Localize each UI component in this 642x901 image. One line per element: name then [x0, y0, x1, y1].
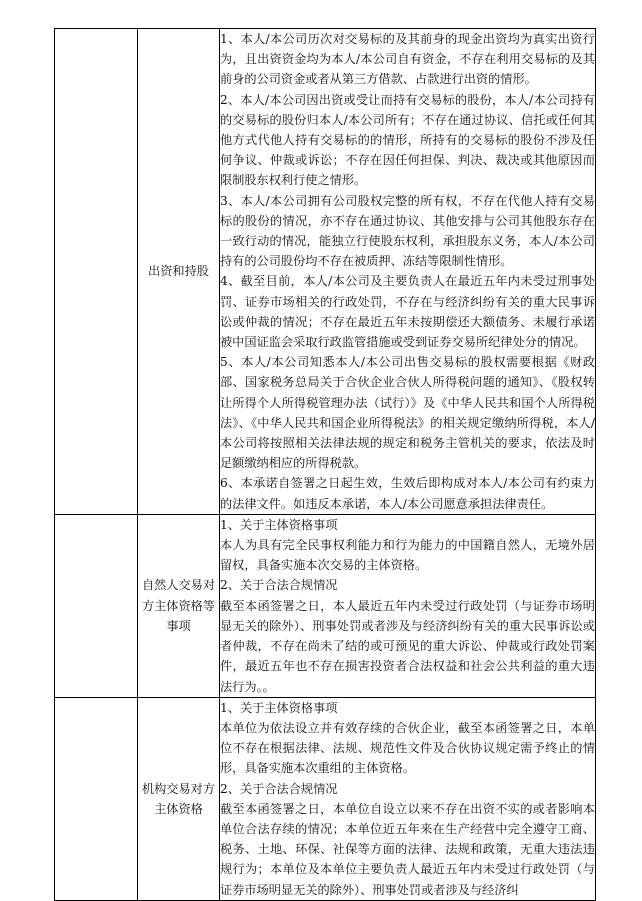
content-cell [220, 514, 596, 697]
paragraph: 3、本人/本公司拥有公司股权完整的所有权，不存在代他人持有交易标的股份的情况，亦不存在通过协议、其他安排与公司其他股东存在一致行动的情况，能独立行使股东权利，承担股东义务，本人/本公司持有的公司股份均不存在被质押、冻结等限制性情形。 [220, 193, 595, 269]
paragraph: 本单位为依法设立并有效存续的合伙企业，截至本函签署之日，本单位不存在根据法律、法规、规范性文件及合伙协议规定需予终止的情形，具备实施本次重组的主体资格。 [220, 720, 595, 776]
paragraph: 本人为具有完全民事权利能力和行为能力的中国籍自然人，无境外居留权，具备实施本次交易的主体资格。 [220, 538, 595, 573]
section-heading: 2、关于合法合规情况 [220, 578, 338, 593]
paragraph: 1、本人/本公司历次对交易标的及其前身的现金出资均为真实出资行为，且出资资金均为本人/本公司自有资金，不存在利用交易标的及其前身的公司资金或者从第三方借款、占款进行出资的情形。 [220, 32, 595, 87]
category-cell: 自然人交易对方主体资格等事项 [138, 514, 220, 697]
section-heading: 2、关于合法合规情况 [220, 781, 338, 796]
paragraph: 6、本承诺自签署之日起生效，生效后即构成对本人/本公司有约束力的法律文件。如违反本承诺，本人/本公司愿意承担法律责任。 [220, 476, 595, 511]
section-heading: 1、关于主体资格事项 [220, 700, 338, 715]
category-cell: 出资和持股 [138, 29, 220, 515]
paragraph: 2、本人/本公司因出资或受让而持有交易标的股份，本人/本公司持有的交易标的股份归本人/本公司所有；不存在通过协议、信托或任何其他方式代他人持有交易标的的情形，所持有的交易标的股份不涉及任何争议、仲裁或诉讼；不存在因任何担保、判决、裁决或其他原因而限制股东权利行使之情形。 [220, 92, 595, 188]
paragraph: 5、本人/本公司知悉本人/本公司出售交易标的股权需要根据《财政部、国家税务总局关于合伙企业合伙人所得税问题的通知》、《股权转让所得个人所得税管理办法（试行）》及《中华人民共和国个人所得税法》、《中华人民共和国企业所得税法》的相关规定缴纳所得税，本人/本公司将按照相关法律法规的规定和税务主管机关的要求，依法及时足额缴纳相应的所得税款。 [220, 355, 595, 471]
paragraph: 4、截至目前，本人/本公司及主要负责人在最近五年内未受过刑事处罚、证券市场相关的行政处罚，不存在与经济纠纷有关的重大民事诉讼或仲裁的情况；不存在最近五年未按期偿还大额债务、未履行承诺被中国证监会采取行政监管措施或受到证券交易所纪律处分的情况。 [220, 274, 595, 350]
category-cell: 机构交易对方主体资格 [138, 697, 220, 900]
content-cell [220, 29, 596, 515]
table-row [55, 697, 596, 900]
paragraph: 截至本函签署之日，本单位自设立以来不存在出资不实的或者影响本单位合法存续的情况；本单位近五年来在生产经营中完全遵守工商、税务、土地、环保、社保等方面的法律、法规和政策，无重大违法违规行为；本单位及本单位主要负责人最近五年内未受过行政处罚（与证券市场明显无关的除外）、刑事处罚或者涉及与经济纠 [220, 801, 595, 897]
commitment-table [54, 28, 596, 901]
section-heading: 1、关于主体资格事项 [220, 517, 338, 532]
blank-cell [55, 29, 138, 515]
content-cell [220, 697, 596, 900]
blank-cell [55, 514, 138, 697]
blank-cell [55, 697, 138, 900]
table-row [55, 29, 596, 515]
table-row [55, 514, 596, 697]
paragraph: 截至本函签署之日，本人最近五年内未受过行政处罚（与证券市场明显无关的除外）、刑事处罚或者涉及与经济纠纷有关的重大民事诉讼或者仲裁，不存在尚未了结的或可预见的重大诉讼、仲裁或行政处罚案件，最近五年也不存在损害投资者合法权益和社会公共利益的重大违法行为。。 [220, 598, 595, 694]
